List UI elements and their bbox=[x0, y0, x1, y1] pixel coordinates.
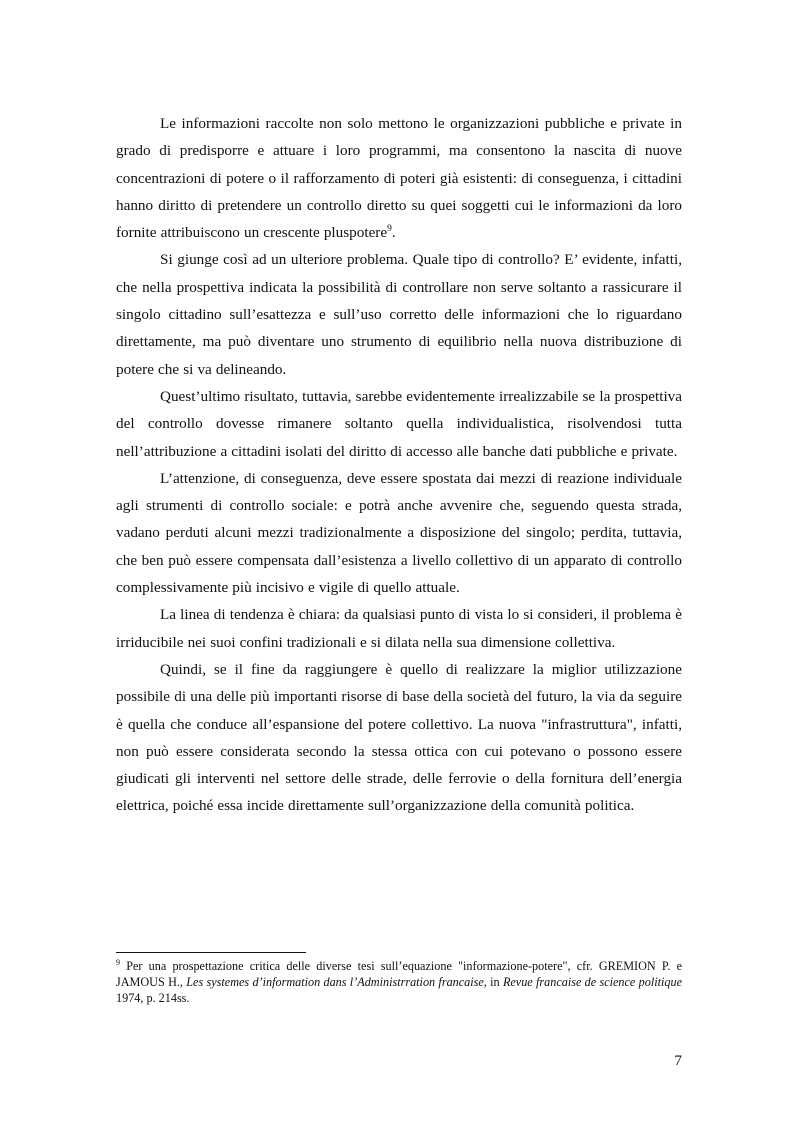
page-number: 7 bbox=[674, 1052, 682, 1069]
paragraph-6: Quindi, se il fine da raggiungere è quello di realizzare la miglior utilizzazione possibile di una delle più importanti risorse di base della società del futuro, la via da seguire è quella che conduce all’espansione del potere collettivo. La nuova "infrastruttura", infatti, non può essere considerata secondo la stessa ottica con cui potevano o possono essere giudicati gli interventi nel settore delle strade, delle ferrovie o della fornitura dell’energia elettrica, poiché essa incide direttamente sull’organizzazione della comunità politica. bbox=[116, 660, 682, 815]
footnote-reference[interactable]: 9 bbox=[387, 224, 392, 235]
paragraph-4: L’attenzione, di conseguenza, deve essere spostata dai mezzi di reazione individuale agli strumenti di controllo sociale: e potrà anche avvenire che, seguendo questa strada, vadano perduti alcuni mezzi tradizionalmente a disposizione del singolo; perdita, tuttavia, che ben può essere compensata dall’esistenza a livello collettivo di un apparato di controllo complessivamente più incisivo e vigile di quello attuale. bbox=[116, 469, 682, 597]
paragraph-2: Si giunge così ad un ulteriore problema. Quale tipo di controllo? E’ evidente, infatti, che nella prospettiva indicata la possibilità di controllare non serve soltanto a rassicurare il singolo cittadino sull’esattezza e sull’uso corretto delle informazioni che lo riguardano direttamente, ma può diventare uno strumento di equilibrio nella nuova distribuzione di potere che si va delineando. bbox=[116, 251, 682, 378]
paragraph-5: La linea di tendenza è chiara: da qualsiasi punto di vista lo si consideri, il problema è irriducibile nei suoi confini tradizionali e si dilata nella sua dimensione collettiva. bbox=[116, 606, 682, 651]
paragraph-3: Quest’ultimo risultato, tuttavia, sarebbe evidentemente irrealizzabile se la prospettiva del controllo dovesse rimanere soltanto quella individualistica, risolvendosi tutta nell’attribuzione a cittadini isolati del diritto di accesso alle banche dati pubbliche e private. bbox=[116, 387, 682, 460]
footnote-number: 9 bbox=[116, 957, 120, 967]
footnote: $^9$ Per una prospettazione critica delle diverse tesi sull’equazione "informazione-potere", cfr. GREMION P. e JAMOUS H., Les systemes d’information dans l’Administrration francaise, in Revue francaise de science politique 1974, p. 214ss. bbox=[116, 957, 682, 1005]
body-text bbox=[116, 110, 682, 820]
paragraph-1: Le informazioni raccolte non solo mettono le organizzazioni pubbliche e private in grado di predisporre e attuare i loro programmi, ma consentono la nascita di nuove concentrazioni di potere o il rafforzamento di poteri già esistenti: di conseguenza, i cittadini hanno diritto di pretendere un controllo diretto su quei soggetti cui le informazioni da loro fornite attribuiscono un crescente pluspotere$^9$. bbox=[116, 115, 682, 242]
footnote-divider bbox=[116, 952, 306, 953]
footnote-journal: Revue francaise de science politique bbox=[502, 974, 682, 989]
footnote-title: Les systemes d’information dans l’Administrration francaise, bbox=[186, 974, 487, 989]
